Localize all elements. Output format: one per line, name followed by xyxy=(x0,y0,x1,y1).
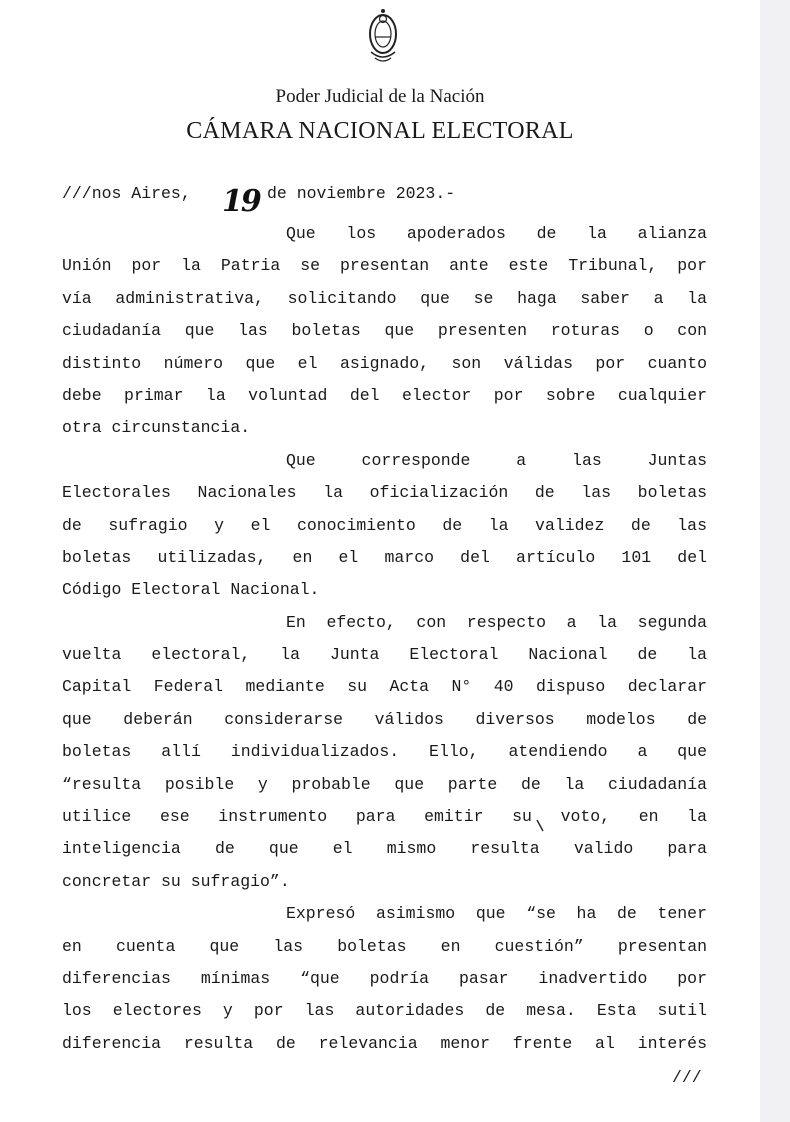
text-line: Unión por la Patria se presentan ante este Tribunal, por xyxy=(62,256,707,276)
viewer-margin xyxy=(760,0,790,1122)
text-line: Capital Federal mediante su Acta N° 40 dispuso declarar xyxy=(62,677,707,697)
paragraph xyxy=(62,218,707,445)
dateline-prefix: ///nos Aires, xyxy=(62,184,191,203)
text-line: distinto número que el asignado, son válidas por cuanto xyxy=(62,353,707,373)
paragraph xyxy=(62,607,707,899)
institution-heading: Poder Judicial de la Nación xyxy=(275,86,485,107)
paragraph xyxy=(62,445,707,607)
text-line: debe primar la voluntad del elector por sobre cualquier xyxy=(62,385,707,405)
text-line: vuelta electoral, la Junta Electoral Nacional de la xyxy=(62,645,707,665)
text-line: inteligencia de que el mismo resulta valido para xyxy=(62,839,707,859)
handwritten-day: 19 xyxy=(222,184,260,219)
continuation-mark: /// xyxy=(672,1068,702,1087)
text-line: utilice ese instrumento para emitir su voto, en la xyxy=(62,807,707,827)
text-line: “resulta posible y probable que parte de la ciudadanía xyxy=(62,774,707,794)
text-line: Expresó asimismo que “se ha de tener xyxy=(286,904,707,924)
text-line: ciudadanía que las boletas que presenten roturas o con xyxy=(62,321,707,341)
text-line: Electorales Nacionales la oficialización de las boletas xyxy=(62,483,707,503)
text-line: los electores y por las autoridades de mesa. Esta sutil xyxy=(62,1001,707,1021)
text-line: en cuenta que las boletas en cuestión” presentan xyxy=(62,936,707,956)
text-line: Que los apoderados de la alianza xyxy=(286,224,707,243)
handwritten-tick-icon xyxy=(536,818,546,834)
text-line: Código Electoral Nacional. xyxy=(62,580,320,600)
dateline xyxy=(62,176,722,219)
text-line: En efecto, con respecto a la segunda xyxy=(286,612,707,632)
text-line: boletas allí individualizados. Ello, atendiendo a que xyxy=(62,742,707,762)
text-line: diferencia resulta de relevancia menor frente al interés xyxy=(62,1033,707,1053)
text-line: concretar su sufragio”. xyxy=(62,871,290,891)
dateline-suffix: de noviembre 2023.- xyxy=(267,184,456,203)
text-line: Que corresponde a las Juntas xyxy=(286,450,707,470)
text-line: diferencias mínimas “que podría pasar inadvertido por xyxy=(62,968,707,988)
document-body xyxy=(62,218,707,1060)
national-coat-of-arms-icon xyxy=(363,4,403,68)
chamber-title: CÁMARA NACIONAL ELECTORAL xyxy=(186,118,574,144)
paragraph xyxy=(62,898,707,1060)
text-line: de sufragio y el conocimiento de la validez de las xyxy=(62,515,707,535)
text-line: vía administrativa, solicitando que se haga saber a la xyxy=(62,288,707,308)
text-line: que deberán considerarse válidos diversos modelos de xyxy=(62,709,707,729)
text-line: otra circunstancia. xyxy=(62,418,251,438)
text-line: boletas utilizadas, en el marco del artículo 101 del xyxy=(62,547,707,567)
